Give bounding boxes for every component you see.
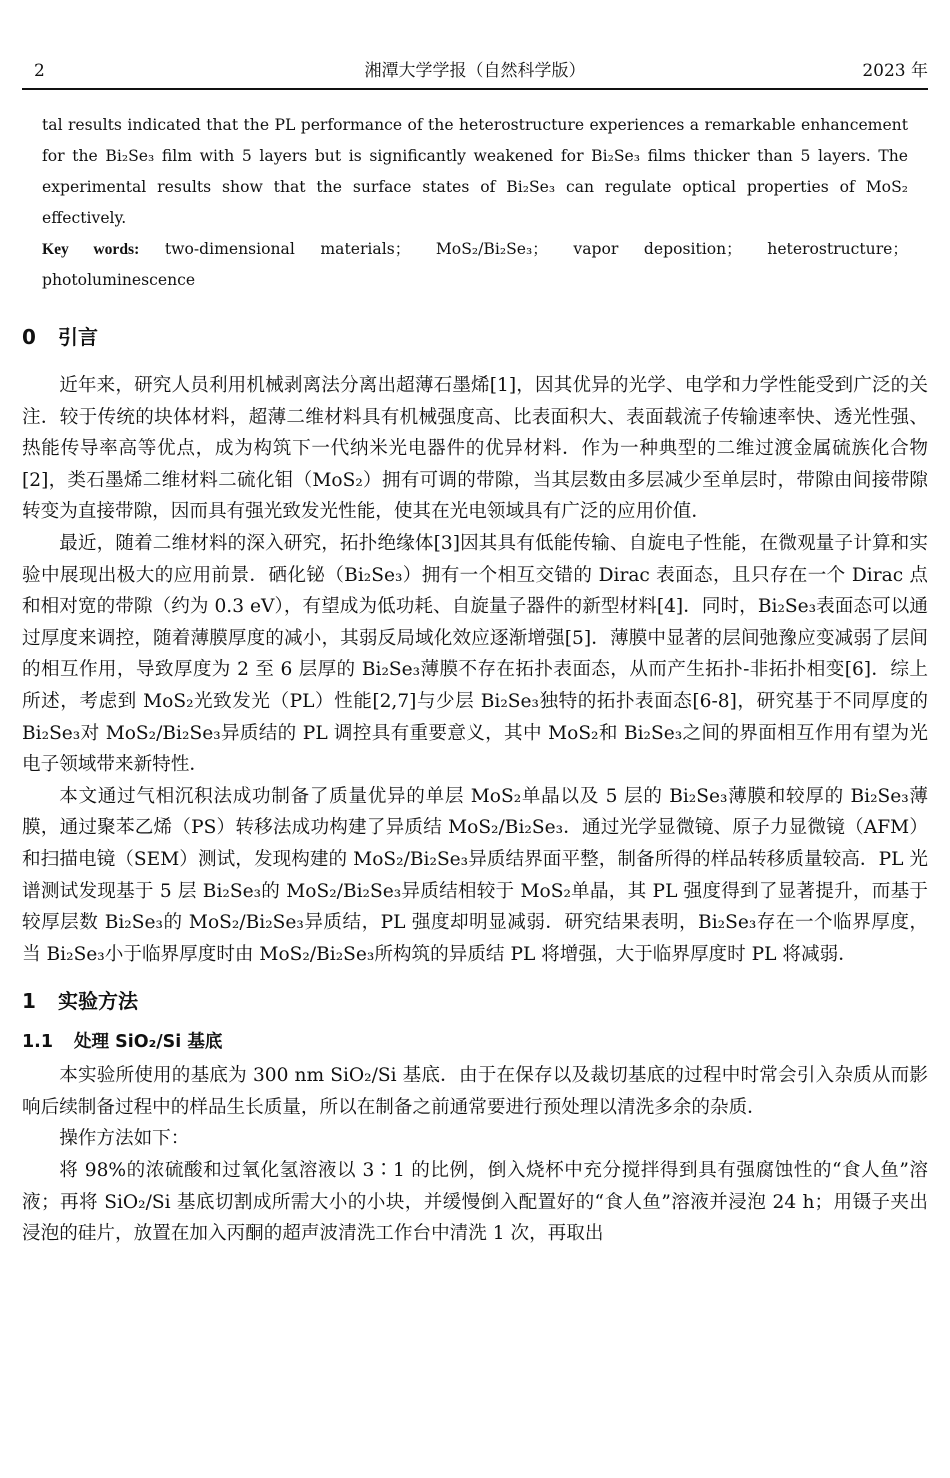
body-text [22, 316, 928, 1250]
subsection-heading [22, 1024, 928, 1060]
page-number: 2 [34, 61, 45, 81]
paragraph: 近年来，研究人员利用机械剥离法分离出超薄石墨烯[1]，因其优异的光学、电学和力学性能受到广泛的关注．较于传统的块体材料，超薄二维材料具有机械强度高、比表面积大、表面载流子传输速率快、透光性强、热能传导率高等优点，成为构筑下一代纳米光电器件的优异材料．作为一种典型的二维过渡金属硫族化合物[2]，类石墨烯二维材料二硫化钼（MoS₂）拥有可调的带隙，当其层数由多层减少至单层时，带隙由间接带隙转变为直接带隙，因而具有强光致发光性能，使其在光电领域具有广泛的应用价值． [22, 375, 928, 523]
abstract-text: tal results indicated that the PL performance of the heterostructure experiences a remarkable enhancement for the Bi₂Se₃ film with 5 layers but is significantly weakened for Bi₂Se₃ films thicker than 5 layers. The experimental results show that the surface states of Bi₂Se₃ can regulate optical properties of MoS₂ effectively. [42, 116, 908, 227]
running-header [22, 56, 928, 86]
paragraph: 本文通过气相沉积法成功制备了质量优异的单层 MoS₂单晶以及 5 层的 Bi₂Se₃薄膜和较厚的 Bi₂Se₃薄膜，通过聚苯乙烯（PS）转移法成功构建了异质结 MoS₂/Bi₂Se₃．通过光学显微镜、原子力显微镜（AFM）和扫描电镜（SEM）测试，发现构建的 MoS₂/Bi₂Se₃异质结界面平整，制备所得的样品转移质量较高．PL 光谱测试发现基于 5 层 Bi₂Se₃的 MoS₂/Bi₂Se₃异质结相较于 MoS₂单晶，其 PL 强度得到了显著提升，而基于较厚层数 Bi₂Se₃的 MoS₂/Bi₂Se₃异质结，PL 强度却明显减弱．研究结果表明，Bi₂Se₃存在一个临界厚度，当 Bi₂Se₃小于临界厚度时由 MoS₂/Bi₂Se₃所构筑的异质结 PL 将增强，大于临界厚度时 PL 将减弱． [22, 785, 928, 965]
english-abstract [42, 110, 908, 296]
keywords [42, 234, 908, 296]
paragraph: 操作方法如下： [59, 1128, 190, 1150]
header-rule [22, 88, 928, 90]
section-title: 引言 [58, 325, 98, 349]
section-number: 0 [22, 325, 36, 349]
paragraph: 将 98%的浓硫酸和过氧化氢溶液以 3∶1 的比例，倒入烧杯中充分搅拌得到具有强腐蚀性的“食人鱼”溶液；再将 SiO₂/Si 基底切割成所需大小的小块，并缓慢倒入配置好的“食人鱼”溶液并浸泡 24 h；用镊子夹出浸泡的硅片，放置在加入丙酮的超声波清洗工作台中清洗 1 次，再取出 [22, 1160, 928, 1245]
keywords-list: two-dimensional materials； MoS₂/Bi₂Se₃； vapor deposition； heterostructure； photoluminescence [42, 240, 908, 289]
paragraph: 本实验所使用的基底为 300 nm SiO₂/Si 基底．由于在保存以及裁切基底的过程中时常会引入杂质从而影响后续制备过程中的样品生长质量，所以在制备之前通常要进行预处理以清洗多余的杂质． [22, 1065, 928, 1118]
section-title: 实验方法 [58, 989, 138, 1014]
subsection-number: 1.1 [22, 1032, 54, 1053]
section-number: 1 [22, 989, 36, 1014]
publication-year: 2023 年 [862, 61, 928, 81]
keywords-label: Key words: [42, 241, 140, 258]
paragraph: 最近，随着二维材料的深入研究，拓扑绝缘体[3]因其具有低能传输、自旋电子性能，在微观量子计算和实验中展现出极大的应用前景．硒化铋（Bi₂Se₃）拥有一个相互交错的 Dirac 表面态，且只存在一个 Dirac 点和相对宽的带隙（约为 0.3 eV），有望成为低功耗、自旋量子器件的新型材料[4]．同时，Bi₂Se₃表面态可以通过厚度来调控，随着薄膜厚度的减小，其弱反局域化效应逐渐增强[5]．薄膜中显著的层间弛豫应变减弱了层间的相互作用，导致厚度为 2 至 6 层厚的 Bi₂Se₃薄膜不存在拓扑表面态，从而产生拓扑-非拓扑相变[6]．综上所述，考虑到 MoS₂光致发光（PL）性能[2,7]与少层 Bi₂Se₃独特的拓扑表面态[6-8]，研究基于不同厚度的 Bi₂Se₃对 MoS₂/Bi₂Se₃异质结的 PL 调控具有重要意义，其中 MoS₂和 Bi₂Se₃之间的界面相互作用有望为光电子领域带来新特性． [22, 532, 928, 776]
subsection-title: 处理 SiO₂/Si 基底 [74, 1032, 223, 1053]
section-heading-introduction [22, 316, 928, 370]
section-heading-methods [22, 978, 928, 1024]
journal-name: 湘潭大学学报（自然科学版） [364, 61, 586, 81]
